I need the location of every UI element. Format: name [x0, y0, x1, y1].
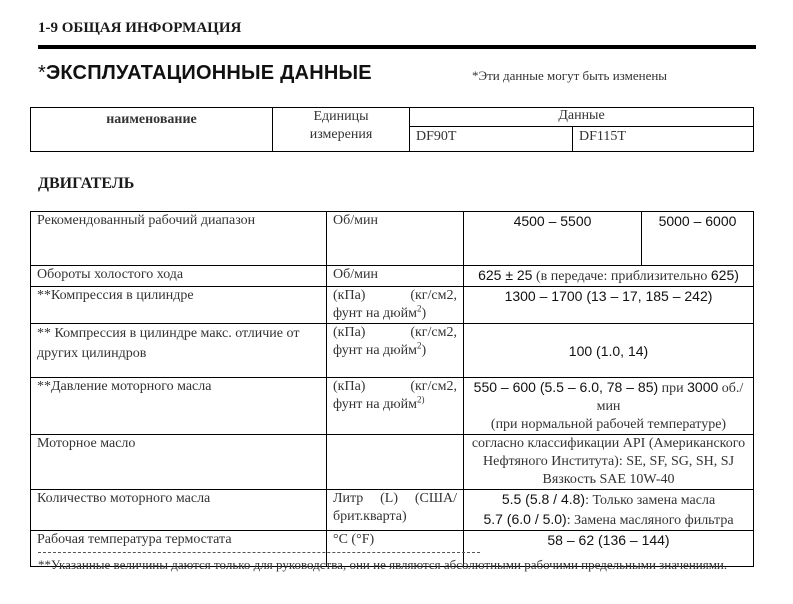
subject-to-change-note: *Эти данные могут быть изменены	[472, 68, 668, 83]
spec-name: Обороты холостого хода	[31, 266, 327, 287]
value-text: : Замена масляного фильтра	[566, 513, 734, 528]
table-row	[31, 378, 754, 435]
unit-part: фунт на дюйм	[333, 397, 417, 412]
value-line	[470, 510, 747, 530]
spec-unit	[327, 287, 464, 324]
value-text: при	[658, 381, 688, 396]
spec-value	[464, 266, 754, 287]
unit-part: (L)	[380, 491, 399, 506]
spec-value-df115t: 5000 – 6000	[642, 212, 754, 266]
spec-name: **Давление моторного масла	[31, 378, 327, 435]
spec-value	[464, 378, 754, 435]
value-line: (при нормальной рабочей температуре)	[490, 417, 727, 432]
column-header-name: наименование	[31, 108, 273, 152]
spec-unit	[327, 378, 464, 435]
model-df115t: DF115T	[573, 126, 754, 151]
page-title	[38, 62, 372, 85]
title-asterisk: *	[38, 62, 46, 84]
value-text: об./мин	[596, 381, 744, 414]
superscript: 2	[416, 340, 422, 351]
spec-value-df90t: 4500 – 5500	[464, 212, 642, 266]
engine-spec-table	[30, 211, 754, 567]
value-number: 550 – 600 (5.5 – 6.0, 78 – 85)	[473, 379, 659, 395]
spec-value	[464, 435, 754, 490]
value-note: (в передаче: приблизительно	[532, 269, 711, 284]
model-df90t: DF90T	[410, 126, 573, 151]
superscript: 2	[416, 303, 422, 314]
table-row	[31, 324, 754, 378]
value-line	[470, 490, 747, 510]
spec-unit	[327, 324, 464, 378]
header-row	[31, 108, 754, 127]
spec-unit: Об/мин	[327, 266, 464, 287]
table-row	[31, 435, 754, 490]
value-line: Вязкость SAE 10W-40	[542, 472, 675, 487]
value-number: 5.7 (6.0 / 5.0)	[483, 511, 567, 527]
value-number: 5.5 (5.8 / 4.8)	[501, 491, 586, 507]
spec-unit	[327, 435, 464, 490]
superscript: 2)	[416, 394, 425, 405]
value-number: 625)	[710, 267, 739, 283]
header-table	[30, 107, 754, 152]
unit-part: фунт на дюйм	[333, 306, 417, 321]
spec-name: Рабочая температура термостата	[31, 531, 327, 567]
spec-name: Количество моторного масла	[31, 490, 327, 531]
header-rule	[38, 45, 756, 49]
value-number: 3000	[687, 379, 719, 395]
spec-value: 1300 – 1700 (13 – 17, 185 – 242)	[464, 287, 754, 324]
spec-value	[464, 490, 754, 531]
value-line: согласно классификации API (Американского	[471, 436, 746, 451]
unit-part: )	[421, 306, 427, 321]
footnote-separator	[38, 552, 480, 553]
unit-part: (кг/см2,	[410, 325, 457, 340]
unit-part: (кПа)	[333, 325, 366, 340]
section-header: 1-9 ОБЩАЯ ИНФОРМАЦИЯ	[38, 20, 242, 36]
table-row	[31, 287, 754, 324]
spec-name: **Компрессия в цилиндре	[31, 287, 327, 324]
unit-part: фунт на дюйм	[333, 343, 417, 358]
spec-unit	[327, 490, 464, 531]
spec-name: Рекомендованный рабочий диапазон	[31, 212, 327, 266]
unit-part: (кг/см2,	[410, 379, 457, 394]
engine-section-title: ДВИГАТЕЛЬ	[38, 175, 135, 192]
value-number: 625 ± 25	[478, 267, 533, 283]
unit-part: (кг/см2,	[410, 288, 457, 303]
unit-part: (кПа)	[333, 379, 366, 394]
page-title-text: ЭКСПЛУАТАЦИОННЫЕ ДАННЫЕ	[45, 62, 372, 84]
table-row	[31, 266, 754, 287]
table-row	[31, 490, 754, 531]
table-row	[31, 212, 754, 266]
unit-part: (США/	[414, 491, 457, 506]
unit-part: Литр	[333, 491, 364, 506]
column-header-data: Данные	[410, 108, 754, 127]
spec-name: ** Компрессия в цилиндре макс. отличие от других цилиндров	[31, 324, 327, 378]
value-line: Нефтяного Института): SE, SF, SG, SH, SJ	[482, 454, 735, 469]
spec-value: 58 – 62 (136 – 144)	[464, 531, 754, 567]
spec-unit: Об/мин	[327, 212, 464, 266]
unit-part: брит.кварта)	[333, 509, 407, 524]
value-line	[470, 378, 747, 416]
spec-value: 100 (1.0, 14)	[464, 324, 754, 378]
spec-unit: °C (°F)	[327, 531, 464, 567]
spec-name: Моторное масло	[31, 435, 327, 490]
column-header-units	[273, 108, 410, 152]
unit-part: (кПа)	[333, 288, 366, 303]
unit-part: )	[421, 343, 427, 358]
column-header-units-text: Единицы измерения	[309, 109, 373, 142]
value-text: : Только замена масла	[585, 493, 716, 508]
footnote: **Указанные величины даются только для руководства, они не являются абсолютными рабочими предельными значениями.	[38, 557, 728, 572]
